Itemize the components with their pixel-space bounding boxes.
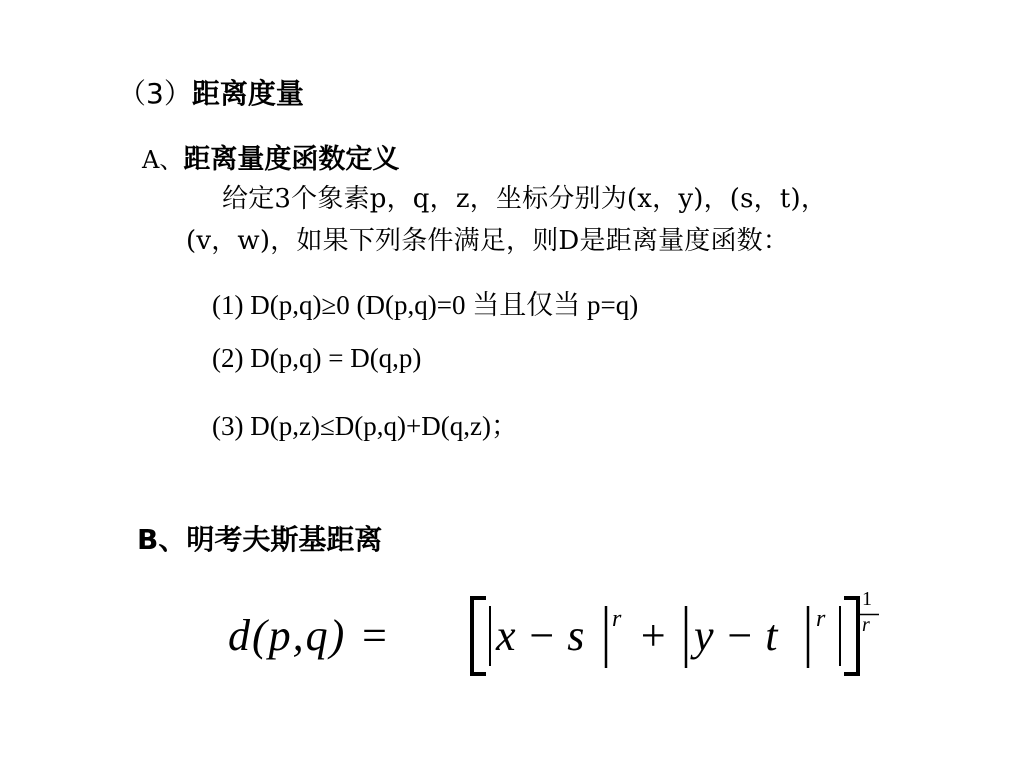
term-y-minus-t: y − t [694, 611, 778, 660]
section-heading [118, 72, 304, 112]
part-a-title: 距离量度函数定义 [183, 144, 400, 175]
part-a-label: A、 [142, 146, 184, 174]
part-a-desc-line1: 给定3个象素p，q，z，坐标分别为(x，y)，(s，t)， [222, 184, 828, 214]
outer-exponent-numerator: 1 [862, 588, 872, 610]
term-x-minus-s: x − s [496, 611, 585, 660]
abs-bar-icon [684, 606, 688, 668]
part-a-heading [142, 137, 399, 176]
part-a-desc-line2: (v，w)，如果下列条件满足，则D是距离量度函数： [186, 226, 790, 256]
condition-2: (2) D(p,q) = D(q,p) [212, 343, 422, 373]
condition-3: (3) D(p,z)≤D(p,q)+D(q,z)； [212, 411, 518, 441]
outer-exponent-denominator: r [862, 614, 870, 636]
part-b-title: 明考夫斯基距离 [186, 523, 383, 556]
formula-plus: + [638, 611, 668, 660]
part-b-heading [137, 518, 382, 558]
abs-bar-icon [604, 606, 608, 668]
section-title: 距离度量 [191, 77, 304, 110]
abs-bar-icon [806, 606, 810, 668]
right-bracket-icon [838, 596, 864, 676]
exponent-r-1: r [612, 606, 622, 632]
left-bracket-icon [466, 596, 492, 676]
section-number: （3） [118, 77, 192, 110]
condition-1: (1) D(p,q)≥0 (D(p,q)=0 当且仅当 p=q) [212, 290, 639, 320]
exponent-r-2: r [816, 606, 826, 632]
minkowski-formula [228, 588, 888, 682]
part-b-label: B、 [137, 523, 187, 556]
formula-lhs: d(p,q) = [228, 611, 391, 660]
